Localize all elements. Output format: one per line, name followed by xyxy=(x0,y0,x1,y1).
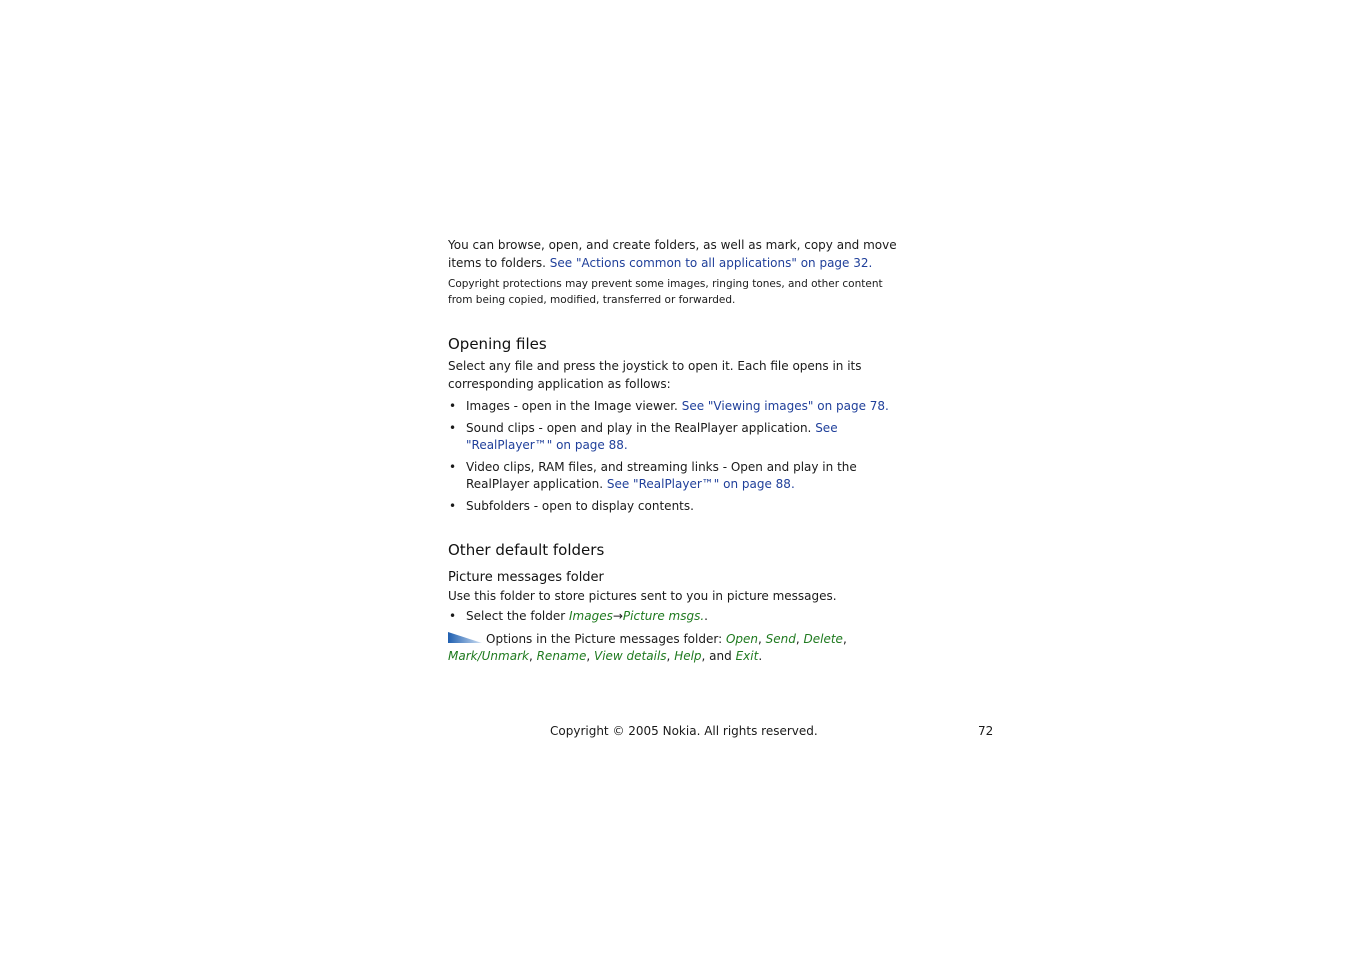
picture-messages-heading: Picture messages folder xyxy=(448,570,604,585)
separator: , xyxy=(586,649,594,663)
list-item-link[interactable]: See "RealPlayer™" on page 88. xyxy=(606,477,795,491)
bullet-icon: • xyxy=(449,609,457,623)
list-item xyxy=(448,459,908,493)
bullet-icon: • xyxy=(449,499,457,513)
bullet-icon: • xyxy=(449,421,457,435)
opening-files-heading: Opening files xyxy=(448,335,547,353)
separator: , xyxy=(795,632,804,646)
option-delete: Delete xyxy=(803,632,843,646)
list-item-text: Sound clips - open and play in the RealPlayer application. xyxy=(466,421,816,435)
option-rename: Rename xyxy=(536,649,587,663)
picture-messages-text: Use this folder to store pictures sent to you in picture messages. xyxy=(448,589,837,603)
list-item-text: Images - open in the Image viewer. xyxy=(466,399,682,413)
list-item-text: Subfolders - open to display contents. xyxy=(466,499,694,513)
option-open: Open xyxy=(725,632,758,646)
tip-text: Options in the Picture messages folder: xyxy=(486,632,726,646)
copyright-note: Copyright protections may prevent some images, ringing tones, and other content from being copied, modified, transferred or forwarded. xyxy=(448,278,883,306)
menu-images: Images xyxy=(569,609,613,623)
opening-files-text: Select any file and press the joystick to open it. Each file opens in its corresponding application as follows: xyxy=(448,359,862,391)
separator: , xyxy=(842,632,847,646)
intro-text: You can browse, open, and create folders, as well as mark, copy and move items to folders. xyxy=(448,238,897,270)
list-item xyxy=(448,608,908,625)
bullet-icon: • xyxy=(449,460,457,474)
intro-link[interactable]: See "Actions common to all applications" on page 32. xyxy=(549,256,873,270)
other-folders-heading: Other default folders xyxy=(448,541,605,559)
footer-copyright: Copyright © 2005 Nokia. All rights reserved. xyxy=(550,724,818,738)
tip-paragraph xyxy=(448,631,908,665)
option-view-details: View details xyxy=(594,649,667,663)
list-item-link[interactable]: See "Viewing images" on page 78. xyxy=(681,399,889,413)
page-number: 72 xyxy=(978,724,994,738)
option-mark-unmark: Mark/Unmark xyxy=(448,649,529,663)
option-help: Help xyxy=(674,649,702,663)
list-item-text: Video clips, RAM files, and streaming links - Open and play in the RealPlayer application. xyxy=(466,460,857,491)
separator: , xyxy=(758,632,766,646)
tip-arrow-icon xyxy=(448,632,482,645)
list-item xyxy=(448,420,908,454)
separator: , xyxy=(666,649,675,663)
select-text: Select the folder xyxy=(466,609,569,623)
page-content xyxy=(448,236,908,665)
arrow-icon: → xyxy=(612,609,623,623)
option-exit: Exit xyxy=(735,649,759,663)
list-item xyxy=(448,398,908,415)
menu-picture-msgs: Picture msgs. xyxy=(622,609,705,623)
option-send: Send xyxy=(765,632,796,646)
picture-messages-list xyxy=(448,608,908,625)
bullet-icon: • xyxy=(449,399,457,413)
separator: , and xyxy=(701,649,736,663)
opening-files-list xyxy=(448,398,908,515)
select-end: . xyxy=(704,609,708,623)
list-item-link[interactable]: See "RealPlayer™" on page 88. xyxy=(466,421,838,452)
intro-paragraph xyxy=(448,236,908,272)
list-item xyxy=(448,498,908,515)
separator: , xyxy=(528,649,537,663)
tip-end: . xyxy=(758,649,763,663)
